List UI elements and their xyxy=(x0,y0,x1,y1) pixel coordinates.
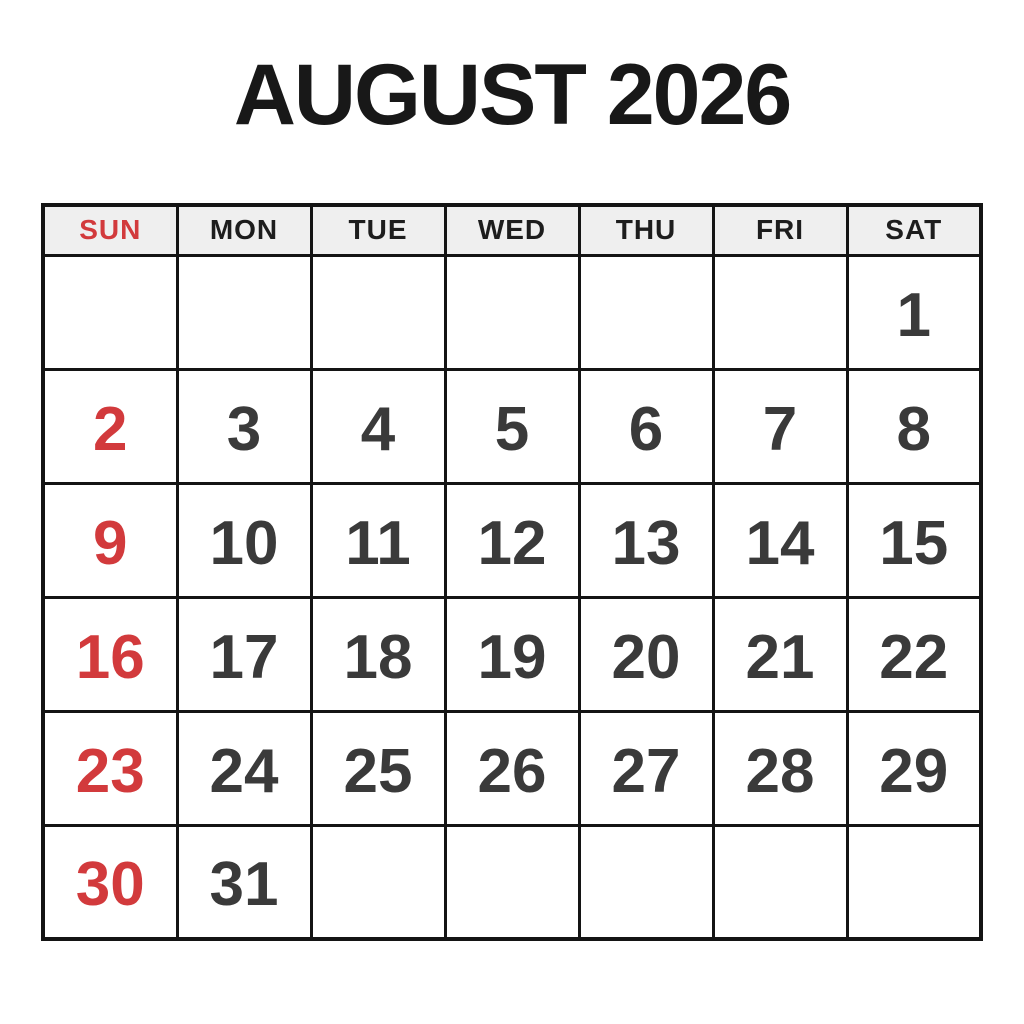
week-row xyxy=(43,483,981,597)
day-cell: 2 xyxy=(43,369,177,483)
day-cell: 26 xyxy=(445,711,579,825)
day-cell: 10 xyxy=(177,483,311,597)
day-cell: 25 xyxy=(311,711,445,825)
weekday-header-thu: THU xyxy=(579,205,713,255)
day-cell: 21 xyxy=(713,597,847,711)
week-row xyxy=(43,255,981,369)
day-cell: 1 xyxy=(847,255,981,369)
day-cell: 28 xyxy=(713,711,847,825)
week-row xyxy=(43,711,981,825)
weekday-header-fri: FRI xyxy=(713,205,847,255)
day-cell xyxy=(847,825,981,939)
day-cell: 14 xyxy=(713,483,847,597)
day-cell: 4 xyxy=(311,369,445,483)
day-cell: 15 xyxy=(847,483,981,597)
weekday-header-wed: WED xyxy=(445,205,579,255)
day-cell: 5 xyxy=(445,369,579,483)
day-cell: 12 xyxy=(445,483,579,597)
day-cell: 29 xyxy=(847,711,981,825)
day-cell: 3 xyxy=(177,369,311,483)
day-cell xyxy=(311,825,445,939)
day-cell xyxy=(713,825,847,939)
calendar-grid xyxy=(41,203,983,941)
day-cell: 24 xyxy=(177,711,311,825)
day-cell: 9 xyxy=(43,483,177,597)
day-cell: 13 xyxy=(579,483,713,597)
day-cell: 7 xyxy=(713,369,847,483)
day-cell: 6 xyxy=(579,369,713,483)
day-cell xyxy=(579,255,713,369)
day-cell xyxy=(43,255,177,369)
day-cell: 30 xyxy=(43,825,177,939)
weekday-header-sat: SAT xyxy=(847,205,981,255)
day-cell xyxy=(713,255,847,369)
weekday-header-mon: MON xyxy=(177,205,311,255)
day-cell: 19 xyxy=(445,597,579,711)
day-cell: 17 xyxy=(177,597,311,711)
day-cell: 23 xyxy=(43,711,177,825)
weekday-header-tue: TUE xyxy=(311,205,445,255)
day-cell: 20 xyxy=(579,597,713,711)
calendar-title: AUGUST 2026 xyxy=(233,47,791,143)
day-cell: 8 xyxy=(847,369,981,483)
day-cell: 22 xyxy=(847,597,981,711)
calendar-body xyxy=(43,255,981,939)
weekday-header-sun: SUN xyxy=(43,205,177,255)
week-row xyxy=(43,825,981,939)
day-cell xyxy=(311,255,445,369)
day-cell: 16 xyxy=(43,597,177,711)
weekday-header-row xyxy=(43,205,981,255)
week-row xyxy=(43,597,981,711)
day-cell: 18 xyxy=(311,597,445,711)
day-cell: 31 xyxy=(177,825,311,939)
day-cell: 27 xyxy=(579,711,713,825)
day-cell xyxy=(445,255,579,369)
day-cell xyxy=(579,825,713,939)
week-row xyxy=(43,369,981,483)
day-cell xyxy=(445,825,579,939)
day-cell: 11 xyxy=(311,483,445,597)
day-cell xyxy=(177,255,311,369)
